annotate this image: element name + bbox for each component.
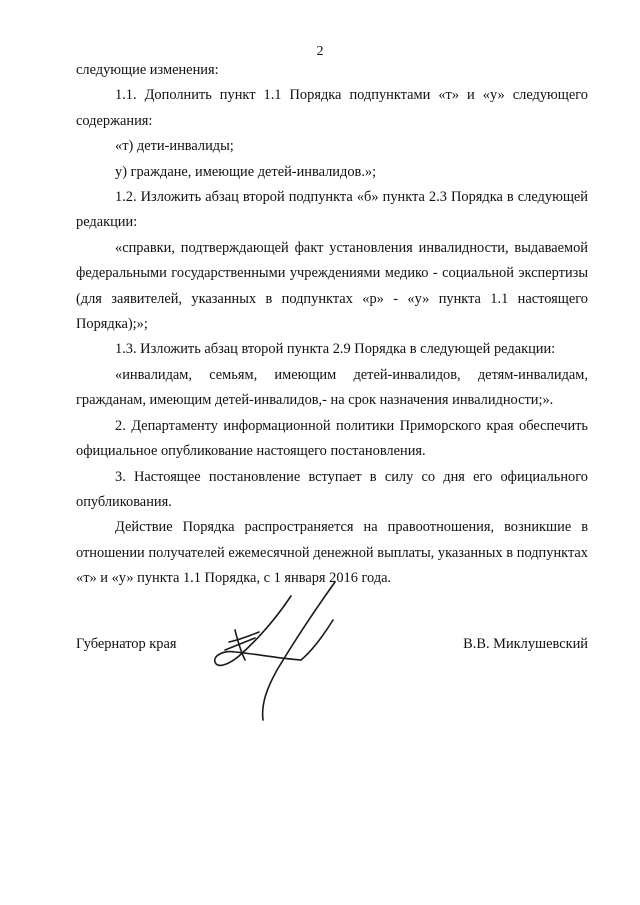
paragraph: следующие изменения: — [76, 62, 219, 78]
paragraph: 3. Настоящее постановление вступает в силу со дня его официального опубликования. — [76, 468, 588, 510]
document-body — [76, 58, 588, 592]
paragraph: «справки, подтверждающей факт установления инвалидности, выдаваемой федеральными государственными учреждениями медико - социальной экспертизы (для заявителей, указанных в подпунктах «р» - «у» пункта 1.1 настоящего Порядка);»; — [76, 239, 588, 333]
signatory-title: Губернатор края — [76, 636, 177, 652]
paragraph: «инвалидам, семьям, имеющим детей-инвалидов, детям-инвалидам, гражданам, имеющим детей-инвалидов,- на срок назначения инвалидности;». — [76, 366, 588, 409]
paragraph: 1.3. Изложить абзац второй пункта 2.9 Порядка в следующей редакции: — [115, 341, 556, 358]
paragraph: 2. Департаменту информационной политики Приморского края обеспечить официальное опубликование настоящего постановления. — [76, 417, 588, 460]
paragraph: 1.2. Изложить абзац второй подпункта «б» пункта 2.3 Порядка в следующей редакции: — [76, 189, 588, 231]
paragraph: Действие Порядка распространяется на правоотношения, возникшие в отношении получателей ежемесячной денежной выплаты, указанных в подпунктах «т» и «у» пункта 1.1 Порядка, с 1 января 2016 года. — [76, 519, 588, 587]
paragraph: «т) дети-инвалиды; — [115, 138, 234, 155]
paragraph: у) граждане, имеющие детей-инвалидов.»; — [115, 163, 377, 180]
signatory-name: В.В. Миклушевский — [463, 636, 588, 652]
paragraph: 1.1. Дополнить пункт 1.1 Порядка подпунктами «т» и «у» следующего содержания: — [76, 87, 588, 129]
page-number: 2 — [316, 44, 324, 59]
handwritten-signature — [205, 580, 345, 725]
